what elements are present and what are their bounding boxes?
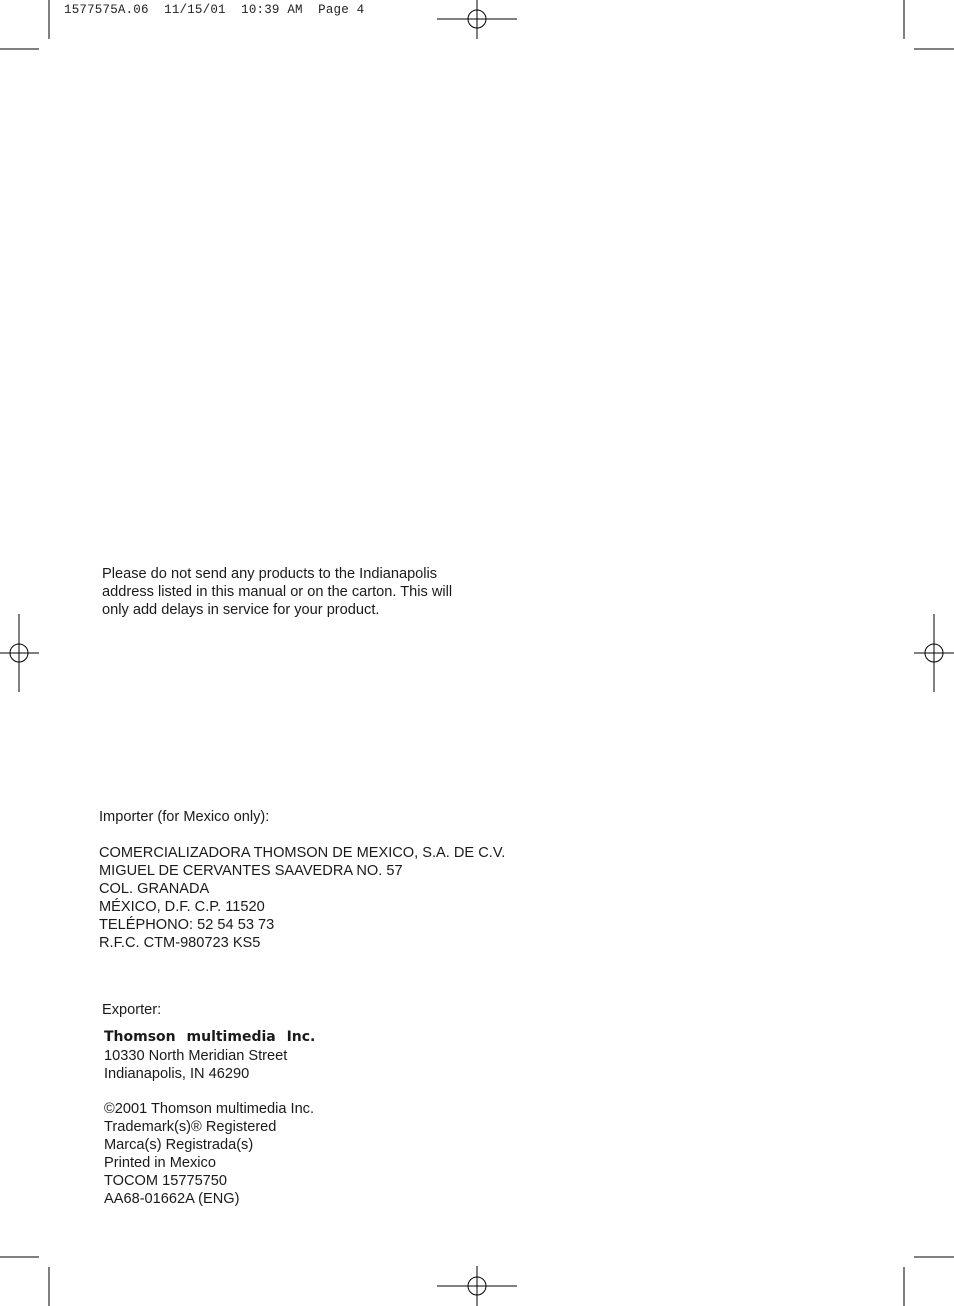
shipping-notice: Please do not send any products to the Indianapolis address listed in this manual or on the carton. This will only add delays in service for your product.	[102, 566, 453, 618]
exporter-company-name: Thomson multimedia Inc.	[104, 1029, 316, 1045]
exporter-heading: Exporter:	[102, 1002, 162, 1018]
crop-mark-bottom-right	[904, 1257, 954, 1306]
registration-mark-top	[437, 0, 517, 39]
crop-mark-top-right	[904, 0, 954, 49]
exporter-address: 10330 North Meridian Street Indianapolis, IN 46290	[104, 1048, 288, 1082]
crop-mark-top-left	[0, 0, 49, 49]
registration-mark-left	[0, 614, 39, 692]
registration-mark-right	[914, 614, 954, 692]
legal-information: ©2001 Thomson multimedia Inc. Trademark(s)® Registered Marca(s) Registrada(s) Printed in Mexico TOCOM 15775750 AA68-01662A (ENG)	[104, 1101, 315, 1207]
print-slug-line: 1577575A.06 11/15/01 10:39 AM Page 4	[64, 3, 365, 17]
crop-mark-bottom-left	[0, 1257, 49, 1306]
importer-address: COMERCIALIZADORA THOMSON DE MEXICO, S.A. DE C.V. MIGUEL DE CERVANTES SAAVEDRA NO. 57 COL. GRANADA MÉXICO, D.F. C.P. 11520 TELÉPHONO: 52 54 53 73 R.F.C. CTM-980723 KS5	[99, 845, 506, 951]
importer-heading: Importer (for Mexico only):	[99, 809, 270, 825]
registration-mark-bottom	[437, 1266, 517, 1306]
